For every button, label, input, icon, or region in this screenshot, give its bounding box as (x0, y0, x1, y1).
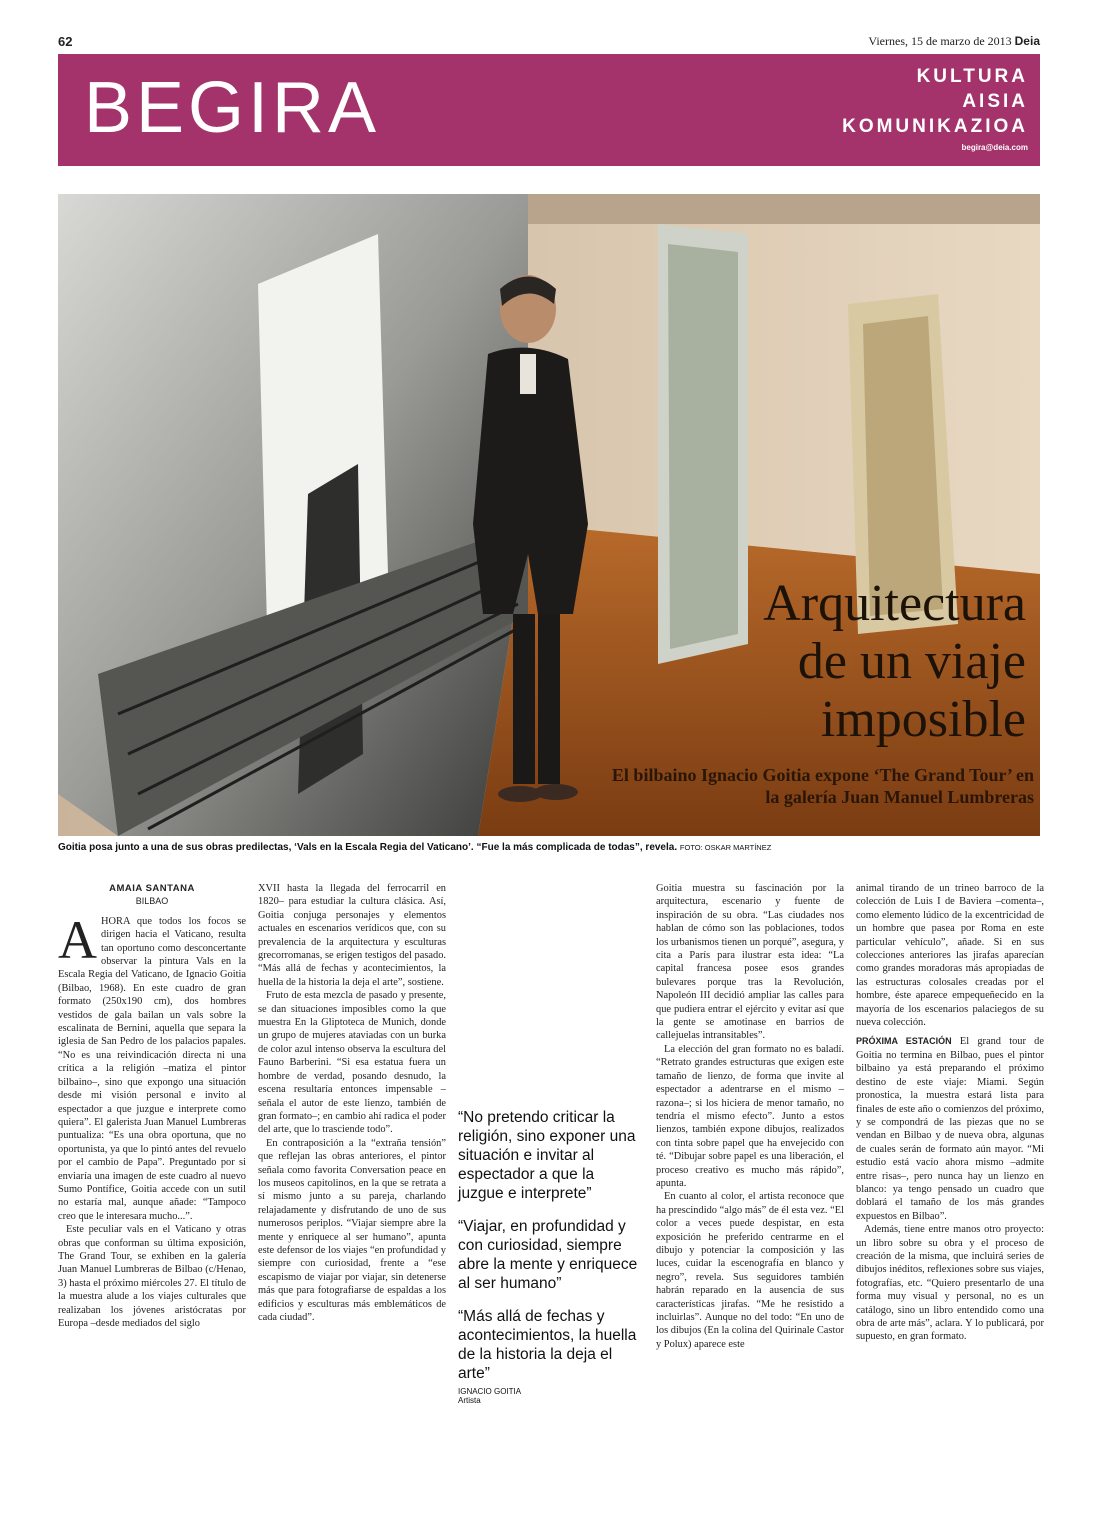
date-text: Viernes, 15 de marzo de 2013 (868, 34, 1012, 48)
section-tag: KOMUNIKAZIOA (842, 116, 1028, 137)
subhead: PRÓXIMA ESTACIÓN (856, 1036, 952, 1047)
headline-line: imposible (820, 691, 1026, 748)
drop-cap: A (58, 909, 97, 970)
article-column-2 (258, 882, 446, 1324)
pull-quotes (458, 1108, 640, 1405)
article-deck: El bilbaino Ignacio Goitia expone ‘The Grand Tour’ en la galería Juan Manuel Lumbreras (611, 765, 1034, 807)
author-byline: AMAIA SANTANA (109, 883, 195, 894)
page-number: 62 (58, 34, 73, 49)
paragraph: La elección del gran formato no es baladí. “Retrato grandes estructuras que exigen este tamaño de lienzo, de forma que invite al espectador a adentrarse en el mismo –razona–; si los hiciera de menor tamaño, no tendría el mismo efecto”. Junto a estos lienzos, también expone dibujos, realizados con tinta sobre papel que ha envejecido con té. “Dibujar sobre papel es una liberación, el proceso creativo es mucho más rápido”, apunta. (656, 1043, 844, 1189)
newspaper-brand: Deia (1014, 34, 1040, 48)
section-tags (842, 64, 1028, 139)
caption-text: Goitia posa junto a una de sus obras predilectas, ‘Vals en la Escala Regia del Vaticano’. “Fue la más complicada de todas”, revela. (58, 842, 678, 853)
quote-author: IGNACIO GOITIA (458, 1387, 522, 1396)
paragraph: Goitia muestra su fascinación por la arquitectura, escenario y fuente de inspiración de su obra. “Las ciudades nos hablan de cómo son las poblaciones, todos los urbanismos tienen un porqué”, asegura, y cita a París para ilustrar esta idea: “La capital francesa posee esos grandes bulevares porque tras la Revolución, Napoleón III decidió ampliar las calles para que pudiera entrar el ejército y evitar así que la gente se amotinase en barrios de callejuelas intransitables”. (656, 883, 844, 1042)
pull-quote: “Más allá de fechas y acontecimientos, la huella de la historia la deja el arte” (458, 1308, 637, 1382)
paragraph: Además, tiene entre manos otro proyecto: un libro sobre su obra y el proceso de creación de la misma, que incluirá series de dibujos inéditos, reflexiones sobre sus viajes, fotografías, etc. “Quiero presentarlo de una forma muy visual y personal, no es un catálogo, sino un libro entendido como una obra de arte más”, aclara. Y lo publicará, por supuesto, en gran formato. (856, 1224, 1044, 1343)
subhead-paragraph (856, 1035, 1044, 1223)
photo-caption (58, 842, 1040, 853)
section-email: begira@deia.com (961, 143, 1028, 152)
photo-credit: FOTO: OSKAR MARTÍNEZ (679, 843, 772, 852)
paragraph: Este peculiar vals en el Vaticano y otras obras que conforman su última exposición, The Grand Tour, se exhiben en la galería Juan Manuel Lumbreras de Bilbao (c/Henao, 3) hasta el próximo miércoles 27. El título de la muestra alude a los viajes culturales que realizaban los jóvenes aristócratas por Europa –desde mediados del siglo (58, 1224, 246, 1329)
paragraph: Fruto de esta mezcla de pasado y presente, se dan situaciones imposibles como la que muestra En la Gliptoteca de Munich, donde un grupo de mujeres ataviadas con un burka de color azul intenso observa la escultura del Fauno Barberini. “Si esa estatua fuera un hombre de verdad, posando desnudo, la escena resultaría entonces impensable –señala el autor de este lienzo, también de gran formato–; en cambio ahí radica el poder del arte, que lo trasciende todo”. (258, 990, 446, 1136)
section-title: BEGIRA (84, 68, 381, 148)
pull-quote: “No pretendo criticar la religión, sino exponer una situación e invitar al espectador a que la juzgue e interprete” (458, 1109, 636, 1202)
paragraph: XVII hasta la llegada del ferrocarril en 1820– para estudiar la cultura clásica. Así, Goitia conjuga personajes y elementos actuales en escenarios verídicos que, con su prevalencia de la arquitectura y esculturas grecorromanas, se erigen testigos del pasado. “Más allá de fechas y acontecimientos, la huella de la historia la deja el arte”, sostiene. (258, 883, 446, 988)
section-banner (58, 54, 1040, 166)
article-column-4 (856, 882, 1044, 1344)
article-headline (596, 575, 1026, 749)
quote-role: Artista (458, 1396, 481, 1405)
article-column-3 (656, 882, 844, 1351)
pull-quote: “Viajar, en profundidad y con curiosidad, siempre abre la mente y enriquece al ser humano” (458, 1218, 638, 1292)
paragraph: En contraposición a la “extraña tensión” que reflejan las obras anteriores, el pintor señala como favorita Conversation peace en los museos capitolinos, en la que se retrata a sí mismo junto a su pareja, charlando relajadamente y disfrutando de uno de sus numerosos periplos. “Viajar siempre abre la mente y enriquece al ser humano”, apunta este defensor de los viajes “en profundidad y siempre con curiosidad, frente a “ese escapismo de viajar por viajar, sin detenerse más que para fotografiarse de espaldas a los edificios y esculturas más emblemáticos de cada ciudad”. (258, 1137, 446, 1323)
paragraph: animal tirando de un trineo barroco de la colección de Luis I de Baviera –comenta–, como elemento lúdico de la excentricidad de un hombre que pasea por Roma en este particular vehículo”, añade. Si en sus colecciones anteriores las jirafas aparecían como grandes moradoras más apropiadas de las estructuras colosales creadas por el hombre, éste aparece empequeñecido en la mayoría de los escenarios palaciegos de su nueva colección. (856, 883, 1044, 1029)
section-tag: KULTURA (916, 66, 1028, 87)
issue-date (868, 34, 1040, 49)
paragraph: En cuanto al color, el artista reconoce que ha prescindido “algo más” de él esta vez. “El color a veces puede despistar, en esta exposición he preferido centrarme en el dibujo y potenciar la composición y las luces, cuidar la escenografía en blanco y negro”, revela. Sus seguidores también habrán reparado en la ausencia de sus características jirafas. “Me he resistido a incluirlas”. Aunque no del todo: “En uno de los dibujos (En la colina del Quirinale Castor y Polux) aparece este (656, 1191, 844, 1350)
page-header (58, 34, 1040, 52)
headline-line: Arquitectura (763, 575, 1026, 632)
paragraph-text: El grand tour de Goitia no termina en Bilbao, pues el pintor bilbaino ya está preparando el próximo destino de este viaje: Miami. Según pronostica, la muestra estará lista para finales de este año o comienzos del próximo, y se compondrá de las piezas que no se vendan en Bilbao y de nueva obra, algunas de cuales serán de formato aún mayor. “Mi estudio está vacío ahora mismo –admite entre risas–, pero nunca hay un lienzo en blanco: ya tengo pensado un cuadro que doblará el tamaño de los más grandes expuestos en Bilbao”. (856, 1036, 1044, 1222)
article-column-1 (58, 882, 246, 1330)
paragraph: HORA que todos los focos se dirigen hacia el Vaticano, resulta tan oportuno como desconcertante observar la pintura Vals en la Escala Regia del Vaticano, de Ignacio Goitia (Bilbao, 1968). En este cuadro de gran formato (250x190 cm), dos hombres vestidos de gala bailan un vals sobre la escalinata de Bernini, aquella que separa la iglesia de San Pedro de los palacios papales. “No es una reivindicación directa ni una crítica a la religión –matiza el pintor bilbaino–, sino que expongo una situación desde mi visión personal e invito al espectador a que juzgue e interprete como quiera”. El galerista Juan Manuel Lumbreras puntualiza: “Es una obra oportuna, que no oportunista, ya que lo pintó antes del revuelo por el cambio de Papa”. Preguntado por si enviaría una imagen de este cuadro al nuevo Sumo Pontífice, Goitia accede con un sutil no estaría mal, aunque añade: “Tampoco creo que le interesara mucho...”. (58, 915, 246, 1222)
headline-line: de un viaje (797, 633, 1026, 690)
dateline-place: BILBAO (135, 896, 169, 907)
section-tag: AISIA (962, 91, 1028, 112)
